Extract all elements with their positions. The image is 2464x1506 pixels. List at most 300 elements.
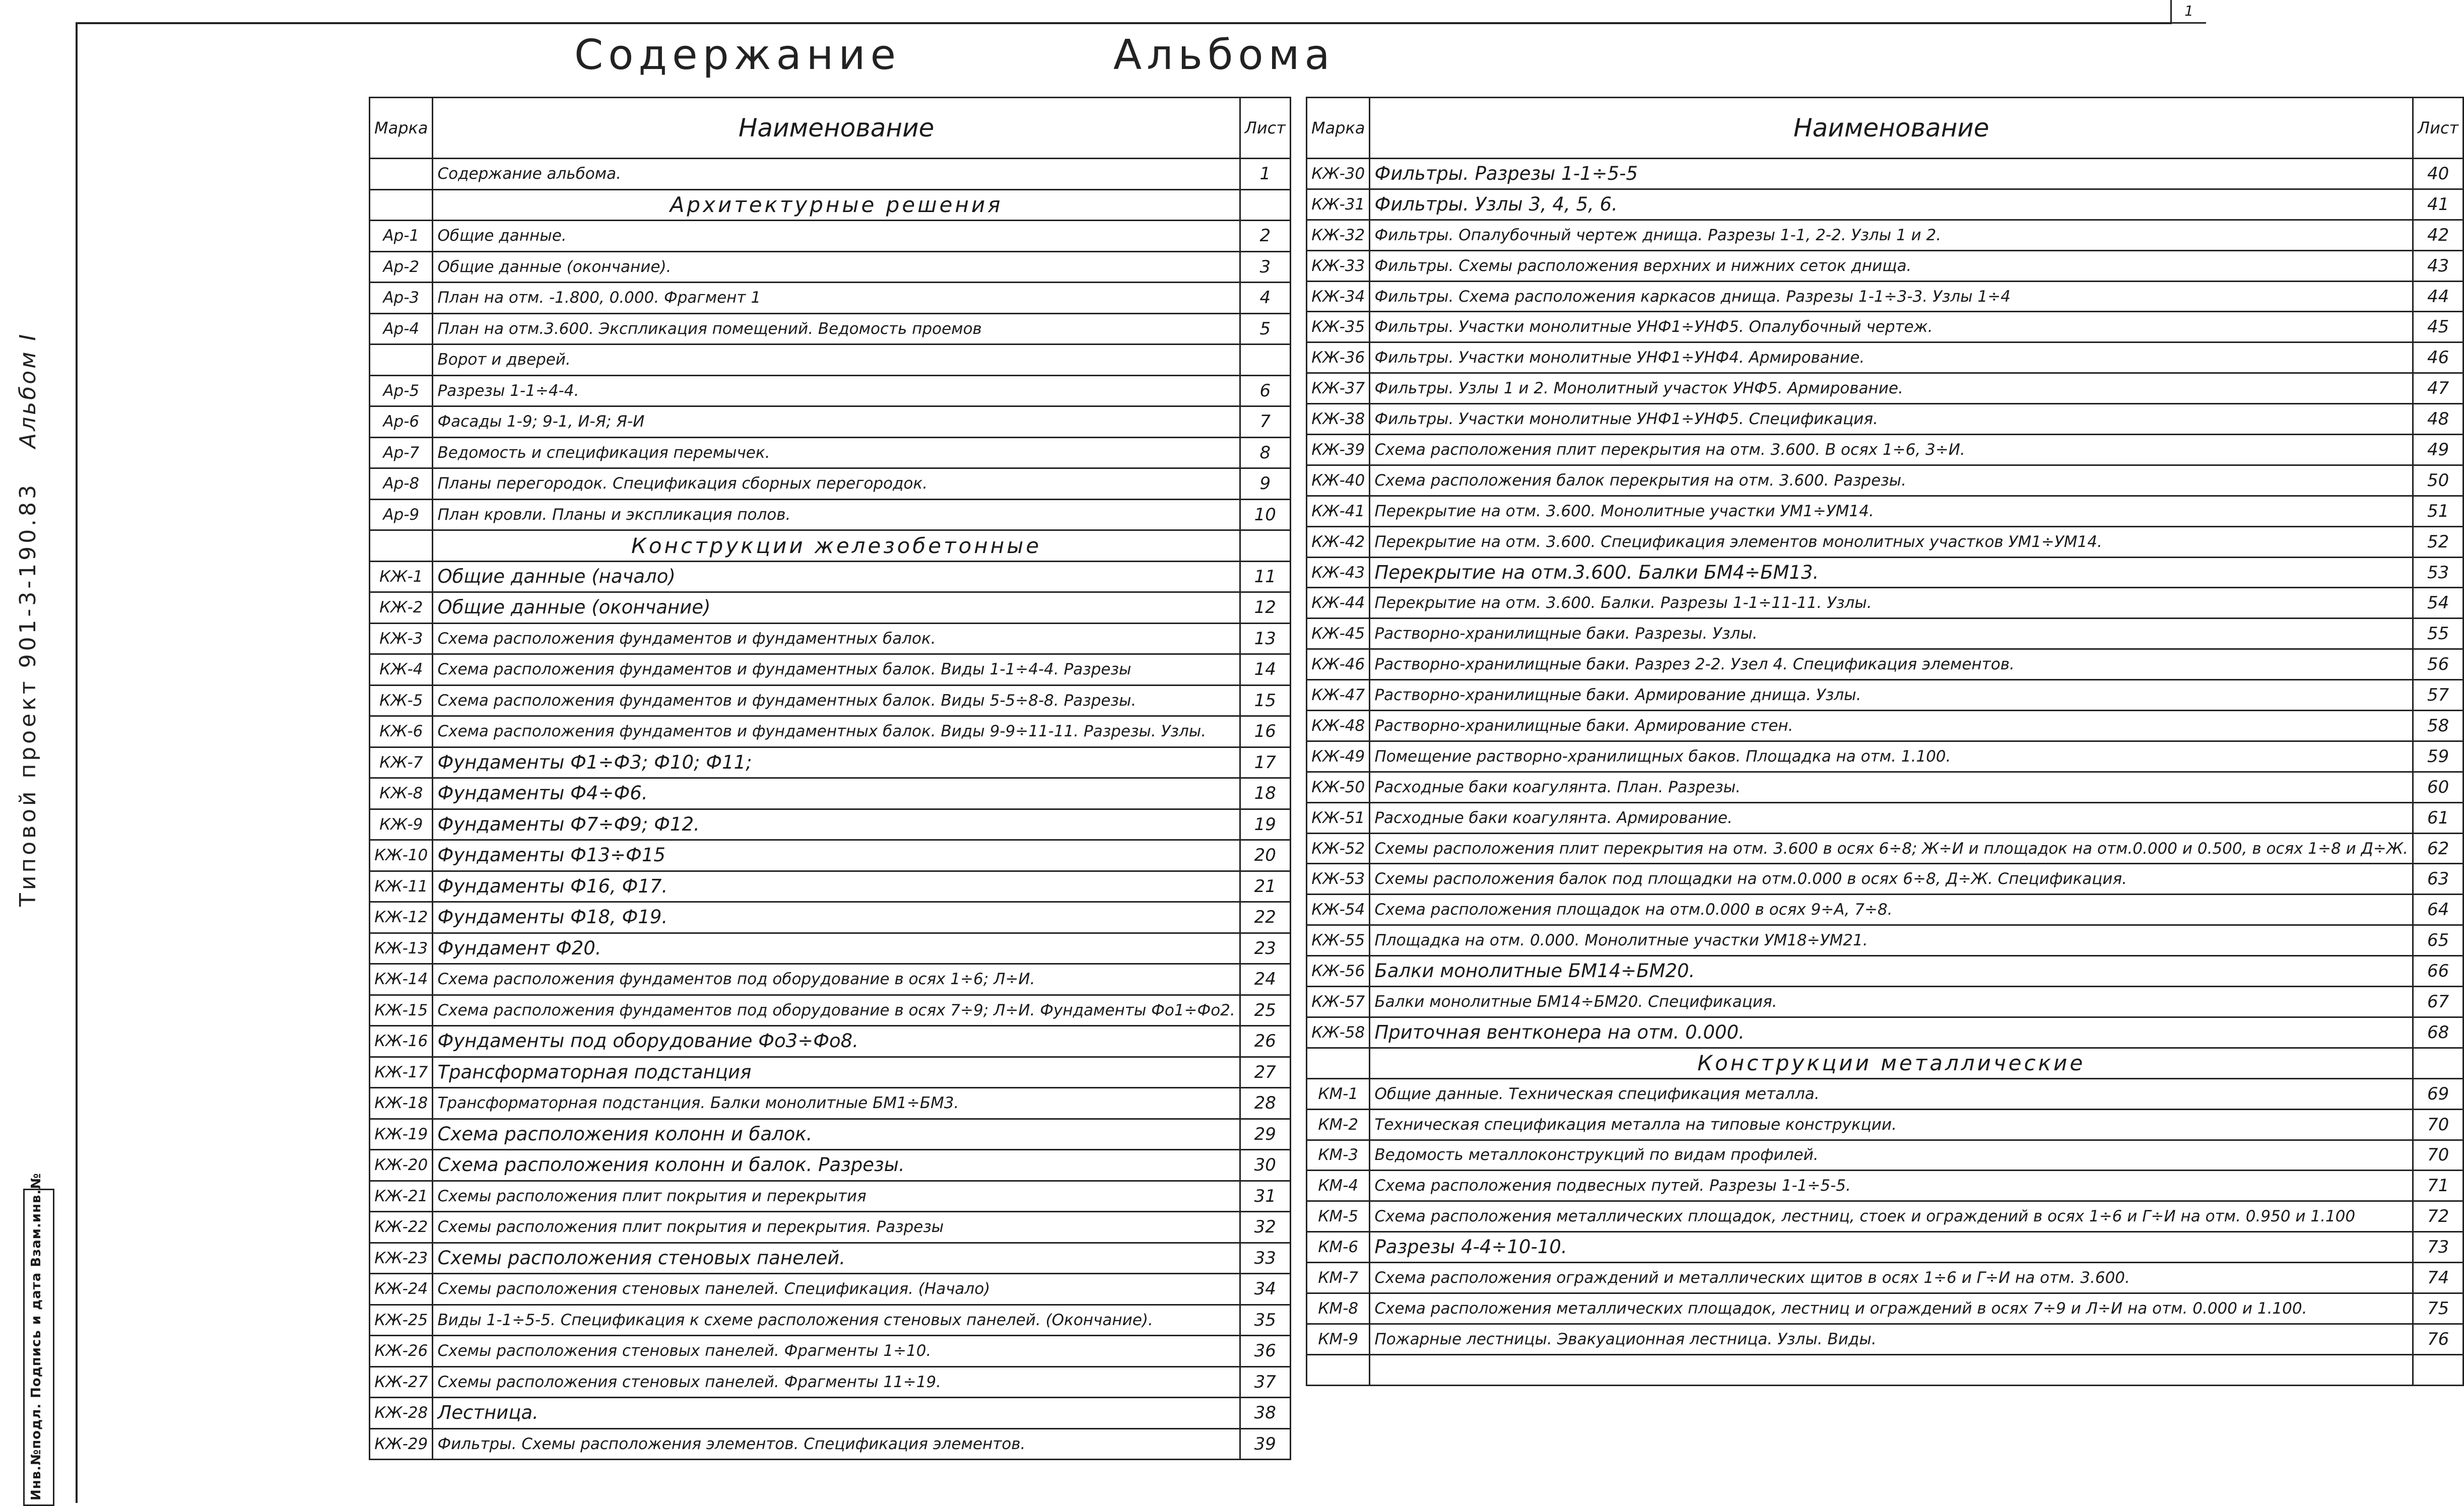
cell-sheet: 47 (2413, 373, 2463, 404)
cell-sheet: 59 (2413, 741, 2463, 772)
table-row (1307, 1201, 2463, 1232)
cell-mark (1307, 1048, 1370, 1078)
cell-sheet: 48 (2413, 404, 2463, 435)
table-row (1307, 1017, 2463, 1048)
table-row (370, 1366, 1291, 1398)
cell-mark: КЖ-57 (1307, 987, 1370, 1017)
cell-mark: КЖ-2 (370, 592, 433, 624)
table-row (370, 1274, 1291, 1305)
page-title-left: Содержание (574, 31, 901, 79)
cell-sheet: 34 (1240, 1274, 1290, 1305)
cell-mark: КЖ-39 (1307, 435, 1370, 465)
table-row (370, 1243, 1291, 1274)
cell-mark: КМ-4 (1307, 1171, 1370, 1201)
cell-mark: КЖ-24 (370, 1274, 433, 1305)
cell-mark: КЖ-30 (1307, 159, 1370, 189)
cell-mark: КЖ-47 (1307, 680, 1370, 711)
section-heading: Конструкции железобетонные (433, 530, 1240, 562)
table-row (1307, 956, 2463, 987)
cell-sheet: 29 (1240, 1119, 1290, 1150)
cell-sheet: 49 (2413, 435, 2463, 465)
table-row (370, 530, 1291, 562)
table-row (370, 685, 1291, 716)
cell-mark: КЖ-12 (370, 902, 433, 933)
table-row (370, 313, 1291, 345)
cell-mark: КМ-7 (1307, 1263, 1370, 1293)
cell-name: План на отм. -1.800, 0.000. Фрагмент 1 (433, 283, 1240, 314)
table-row (1307, 1171, 2463, 1201)
table-row (1307, 373, 2463, 404)
cell-sheet: 70 (2413, 1140, 2463, 1171)
cell-name: Схемы расположения плит покрытия и перекрытия. Разрезы (433, 1212, 1240, 1243)
cell-mark: КЖ-13 (370, 933, 433, 964)
cell-sheet: 57 (2413, 680, 2463, 711)
cell-sheet (2413, 1048, 2463, 1078)
cell-sheet: 67 (2413, 987, 2463, 1017)
cell-sheet: 55 (2413, 619, 2463, 649)
cell-name: Схемы расположения стеновых панелей. Спецификация. (Начало) (433, 1274, 1240, 1305)
table-row (1307, 833, 2463, 864)
cell-name: Фильтры. Схемы расположения верхних и нижних сеток днища. (1370, 250, 2413, 281)
table-row (1307, 557, 2463, 588)
cell-mark: КЖ-49 (1307, 741, 1370, 772)
cell-mark (370, 345, 433, 376)
cell-name: Общие данные (окончание) (433, 592, 1240, 624)
cell-name: Перекрытие на отм.3.600. Балки БМ4÷БМ13. (1370, 557, 2413, 588)
table-row (370, 1181, 1291, 1212)
cell-name: Фильтры. Схема расположения каркасов днища. Разрезы 1-1÷3-3. Узлы 1÷4 (1370, 281, 2413, 312)
cell-name: Схемы расположения стеновых панелей. (433, 1243, 1240, 1274)
cell-sheet (2413, 1354, 2463, 1385)
cell-name: Фундаменты под оборудование Фо3÷Фо8. (433, 1026, 1240, 1057)
stamp-text: Инв.№подл. Подпись и дата Взам.инв.№ (29, 1173, 44, 1500)
cell-sheet: 21 (1240, 871, 1290, 902)
cell-name: Фильтры. Участки монолитные УНФ1÷УНФ5. Спецификация. (1370, 404, 2413, 435)
cell-mark: КМ-3 (1307, 1140, 1370, 1171)
cell-mark: КЖ-26 (370, 1336, 433, 1367)
cell-name: Фундаменты Ф4÷Ф6. (433, 778, 1240, 809)
cell-name: Схемы расположения балок под площадки на отм.0.000 в осях 6÷8, Д÷Ж. Спецификация. (1370, 864, 2413, 895)
cell-name: Схема расположения балок перекрытия на отм. 3.600. Разрезы. (1370, 465, 2413, 496)
header-mark: Марка (370, 98, 433, 159)
cell-mark: КЖ-23 (370, 1243, 433, 1274)
cell-mark: КЖ-19 (370, 1119, 433, 1150)
cell-name: Расходные баки коагулянта. План. Разрезы. (1370, 772, 2413, 802)
table-row (1307, 1109, 2463, 1140)
cell-mark: КЖ-33 (1307, 250, 1370, 281)
cell-mark: КЖ-43 (1307, 557, 1370, 588)
table-body-left (370, 159, 1291, 1460)
table-row (1307, 1048, 2463, 1078)
cell-sheet: 4 (1240, 283, 1290, 314)
cell-sheet: 31 (1240, 1181, 1290, 1212)
cell-mark: КЖ-54 (1307, 895, 1370, 925)
cell-mark: КЖ-38 (1307, 404, 1370, 435)
cell-name: Фильтры. Разрезы 1-1÷5-5 (1370, 159, 2413, 189)
cell-sheet: 26 (1240, 1026, 1290, 1057)
cell-mark: КЖ-10 (370, 840, 433, 871)
cell-sheet: 14 (1240, 654, 1290, 686)
table-row (370, 623, 1291, 654)
cell-mark: КЖ-29 (370, 1428, 433, 1460)
cell-sheet: 28 (1240, 1088, 1290, 1119)
cell-sheet: 38 (1240, 1398, 1290, 1429)
cell-mark: КМ-1 (1307, 1078, 1370, 1109)
cell-name: Схемы расположения стеновых панелей. Фрагменты 1÷10. (433, 1336, 1240, 1367)
table-row (370, 189, 1291, 221)
cell-sheet: 2 (1240, 221, 1290, 252)
cell-name: Балки монолитные БМ14÷БМ20. Спецификация. (1370, 987, 2413, 1017)
cell-mark: КЖ-27 (370, 1366, 433, 1398)
table-row (370, 1212, 1291, 1243)
cell-sheet: 64 (2413, 895, 2463, 925)
cell-sheet: 32 (1240, 1212, 1290, 1243)
cell-sheet: 33 (1240, 1243, 1290, 1274)
cell-sheet: 1 (1240, 159, 1290, 190)
cell-mark: КЖ-45 (1307, 619, 1370, 649)
cell-name: Схема расположения фундаментов и фундаментных балок. Виды 1-1÷4-4. Разрезы (433, 654, 1240, 686)
cell-sheet: 43 (2413, 250, 2463, 281)
table-row (370, 159, 1291, 190)
cell-mark (1307, 1354, 1370, 1385)
table-row (1307, 465, 2463, 496)
cell-sheet: 46 (2413, 343, 2463, 373)
table-row (1307, 220, 2463, 250)
cell-mark: КЖ-15 (370, 995, 433, 1026)
side-project-label: Типовой проект 901-3-190.83 (15, 482, 41, 907)
cell-sheet: 7 (1240, 406, 1290, 438)
table-row (1307, 987, 2463, 1017)
table-row (370, 1305, 1291, 1336)
cell-name: Балки монолитные БМ14÷БМ20. (1370, 956, 2413, 987)
cell-mark: Ар-6 (370, 406, 433, 438)
cell-name: Схема расположения металлических площадок, лестниц и ограждений в осях 7÷9 и Л÷И на отм. 0.000 и 1.100. (1370, 1293, 2413, 1324)
cell-name: Схемы расположения стеновых панелей. Фрагменты 11÷19. (433, 1366, 1240, 1398)
cell-sheet: 52 (2413, 526, 2463, 557)
cell-name: Схемы расположения плит перекрытия на отм. 3.600 в осях 6÷8; Ж÷И и площадок на отм.0.000 и 0.500, в осях 1÷8 и Д÷Ж. (1370, 833, 2413, 864)
table-row (1307, 649, 2463, 680)
cell-name: Схема расположения фундаментов под оборудование в осях 7÷9; Л÷И. Фундаменты Фо1÷Фо2. (433, 995, 1240, 1026)
cell-sheet: 71 (2413, 1171, 2463, 1201)
table-row (370, 221, 1291, 252)
cell-name: Трансформаторная подстанция. Балки монолитные БМ1÷БМ3. (433, 1088, 1240, 1119)
cell-name: Фильтры. Узлы 1 и 2. Монолитный участок УНФ5. Армирование. (1370, 373, 2413, 404)
contents-table-left (369, 97, 1291, 1460)
cell-mark: КМ-8 (1307, 1293, 1370, 1324)
cell-name: Схема расположения ограждений и металлических щитов в осях 1÷6 и Г÷И на отм. 3.600. (1370, 1263, 2413, 1293)
table-row (370, 964, 1291, 995)
cell-mark: КЖ-16 (370, 1026, 433, 1057)
table-header-row (1307, 98, 2463, 159)
cell-mark (370, 530, 433, 562)
cell-name: Помещение растворно-хранилищных баков. Площадка на отм. 1.100. (1370, 741, 2413, 772)
cell-mark: КЖ-9 (370, 809, 433, 840)
cell-mark: КЖ-35 (1307, 312, 1370, 343)
cell-mark: КМ-6 (1307, 1232, 1370, 1263)
cell-name: Фильтры. Узлы 3, 4, 5, 6. (1370, 189, 2413, 220)
cell-name: Фильтры. Схемы расположения элементов. Спецификация элементов. (433, 1428, 1240, 1460)
table-row (1307, 189, 2463, 220)
table-row (1307, 526, 2463, 557)
table-row (370, 1088, 1291, 1119)
cell-sheet: 9 (1240, 468, 1290, 500)
cell-sheet: 45 (2413, 312, 2463, 343)
cell-sheet: 68 (2413, 1017, 2463, 1048)
cell-mark: КЖ-17 (370, 1057, 433, 1088)
cell-mark: Ар-4 (370, 313, 433, 345)
cell-sheet: 11 (1240, 561, 1290, 592)
cell-mark: КЖ-11 (370, 871, 433, 902)
cell-sheet: 12 (1240, 592, 1290, 624)
section-heading: Архитектурные решения (433, 189, 1240, 221)
cell-mark: КМ-9 (1307, 1324, 1370, 1354)
table-row (370, 747, 1291, 778)
cell-mark: КЖ-50 (1307, 772, 1370, 802)
cell-mark: КЖ-21 (370, 1181, 433, 1212)
cell-mark: КЖ-58 (1307, 1017, 1370, 1048)
cell-sheet: 70 (2413, 1109, 2463, 1140)
cell-sheet: 13 (1240, 623, 1290, 654)
table-row (1307, 741, 2463, 772)
cell-name: Перекрытие на отм. 3.600. Монолитные участки УМ1÷УМ14. (1370, 496, 2413, 526)
cell-name: Фундаменты Ф1÷Ф3; Ф10; Ф11; (433, 747, 1240, 778)
table-row (370, 283, 1291, 314)
cell-name: Схемы расположения плит покрытия и перекрытия (433, 1181, 1240, 1212)
cell-name: Фундаменты Ф18, Ф19. (433, 902, 1240, 933)
table-row (1307, 1354, 2463, 1385)
header-sheet: Лист (2413, 98, 2463, 159)
cell-name: Расходные баки коагулянта. Армирование. (1370, 802, 2413, 833)
table-row (1307, 619, 2463, 649)
table-row (370, 778, 1291, 809)
table-row (370, 933, 1291, 964)
cell-sheet (1240, 345, 1290, 376)
cell-mark: КЖ-32 (1307, 220, 1370, 250)
cell-mark: КЖ-51 (1307, 802, 1370, 833)
cell-sheet: 39 (1240, 1428, 1290, 1460)
cell-name: Схема расположения фундаментов и фундаментных балок. (433, 623, 1240, 654)
cell-sheet: 36 (1240, 1336, 1290, 1367)
cell-sheet: 65 (2413, 925, 2463, 956)
cell-name: Фильтры. Участки монолитные УНФ1÷УНФ4. Армирование. (1370, 343, 2413, 373)
cell-name (1370, 1354, 2413, 1385)
cell-sheet: 53 (2413, 557, 2463, 588)
cell-sheet: 73 (2413, 1232, 2463, 1263)
cell-name: Техническая спецификация металла на типовые конструкции. (1370, 1109, 2413, 1140)
table-row (1307, 404, 2463, 435)
cell-name: Фундаменты Ф13÷Ф15 (433, 840, 1240, 871)
cell-mark: КЖ-4 (370, 654, 433, 686)
contents-table-right (1306, 97, 2464, 1386)
cell-sheet: 75 (2413, 1293, 2463, 1324)
cell-mark: КЖ-18 (370, 1088, 433, 1119)
cell-name: Фасады 1-9; 9-1, И-Я; Я-И (433, 406, 1240, 438)
cell-mark: Ар-3 (370, 283, 433, 314)
cell-name: Лестница. (433, 1398, 1240, 1429)
cell-mark: КЖ-6 (370, 716, 433, 747)
cell-name: Схема расположения фундаментов и фундаментных балок. Виды 5-5÷8-8. Разрезы. (433, 685, 1240, 716)
cell-mark: Ар-1 (370, 221, 433, 252)
cell-name: Общие данные (окончание). (433, 251, 1240, 283)
cell-mark (370, 159, 433, 190)
cell-name: Общие данные (начало) (433, 561, 1240, 592)
side-album-label: Альбом I (15, 332, 41, 448)
cell-mark: КЖ-53 (1307, 864, 1370, 895)
cell-mark: КЖ-5 (370, 685, 433, 716)
table-row (370, 251, 1291, 283)
header-mark: Марка (1307, 98, 1370, 159)
header-sheet: Лист (1240, 98, 1290, 159)
table-row (1307, 864, 2463, 895)
table-row (370, 592, 1291, 624)
cell-name: Ворот и дверей. (433, 345, 1240, 376)
table-row (1307, 925, 2463, 956)
cell-sheet: 10 (1240, 499, 1290, 530)
cell-mark: КЖ-20 (370, 1150, 433, 1181)
cell-mark: КЖ-28 (370, 1398, 433, 1429)
cell-name: Площадка на отм. 0.000. Монолитные участки УМ18÷УМ21. (1370, 925, 2413, 956)
table-row (370, 1026, 1291, 1057)
cell-name: Схема расположения фундаментов и фундаментных балок. Виды 9-9÷11-11. Разрезы. Узлы. (433, 716, 1240, 747)
cell-sheet: 25 (1240, 995, 1290, 1026)
cell-mark: КЖ-3 (370, 623, 433, 654)
table-row (1307, 1078, 2463, 1109)
cell-name: Схема расположения подвесных путей. Разрезы 1-1÷5-5. (1370, 1171, 2413, 1201)
cell-sheet: 23 (1240, 933, 1290, 964)
cell-sheet: 16 (1240, 716, 1290, 747)
table-row (1307, 1232, 2463, 1263)
cell-sheet: 19 (1240, 809, 1290, 840)
cell-sheet: 35 (1240, 1305, 1290, 1336)
cell-mark: КЖ-1 (370, 561, 433, 592)
cell-sheet: 60 (2413, 772, 2463, 802)
cell-name: Схема расположения металлических площадок, лестниц, стоек и ограждений в осях 1÷6 и Г÷И на отм. 0.950 и 1.100 (1370, 1201, 2413, 1232)
cell-name: План кровли. Планы и экспликация полов. (433, 499, 1240, 530)
cell-name: Растворно-хранилищные баки. Разрез 2-2. Узел 4. Спецификация элементов. (1370, 649, 2413, 680)
table-row (1307, 711, 2463, 741)
cell-sheet: 74 (2413, 1263, 2463, 1293)
cell-sheet: 37 (1240, 1366, 1290, 1398)
cell-name: Схема расположения колонн и балок. Разрезы. (433, 1150, 1240, 1181)
table-row (370, 375, 1291, 406)
cell-mark: КМ-5 (1307, 1201, 1370, 1232)
cell-mark: КЖ-52 (1307, 833, 1370, 864)
cell-name: Фундаменты Ф7÷Ф9; Ф12. (433, 809, 1240, 840)
cell-name: Приточная вентконера на отм. 0.000. (1370, 1017, 2413, 1048)
cell-sheet: 41 (2413, 189, 2463, 220)
table-row (370, 654, 1291, 686)
table-row (1307, 281, 2463, 312)
cell-name: Фундаменты Ф16, Ф17. (433, 871, 1240, 902)
cell-name: Схема расположения колонн и балок. (433, 1119, 1240, 1150)
cell-sheet: 50 (2413, 465, 2463, 496)
table-row (370, 995, 1291, 1026)
cell-sheet: 24 (1240, 964, 1290, 995)
table-row (370, 406, 1291, 438)
cell-sheet: 20 (1240, 840, 1290, 871)
cell-name: Разрезы 4-4÷10-10. (1370, 1232, 2413, 1263)
cell-mark: КЖ-46 (1307, 649, 1370, 680)
cell-sheet: 30 (1240, 1150, 1290, 1181)
table-row (370, 499, 1291, 530)
header-name: Наименование (1370, 98, 2413, 159)
cell-name: Разрезы 1-1÷4-4. (433, 375, 1240, 406)
cell-sheet: 22 (1240, 902, 1290, 933)
cell-mark: КЖ-8 (370, 778, 433, 809)
table-row (1307, 250, 2463, 281)
cell-mark: КЖ-48 (1307, 711, 1370, 741)
approval-stamp (23, 1173, 54, 1506)
page-title-right: Альбома (1113, 31, 1335, 79)
table-row (370, 871, 1291, 902)
table-row (1307, 435, 2463, 465)
cell-sheet: 3 (1240, 251, 1290, 283)
cell-mark: КЖ-31 (1307, 189, 1370, 220)
cell-sheet: 15 (1240, 685, 1290, 716)
cell-sheet (1240, 189, 1290, 221)
cell-name: Пожарные лестницы. Эвакуационная лестница. Узлы. Виды. (1370, 1324, 2413, 1354)
cell-mark: КЖ-41 (1307, 496, 1370, 526)
cell-mark: Ар-5 (370, 375, 433, 406)
table-row (370, 840, 1291, 871)
cell-sheet: 44 (2413, 281, 2463, 312)
cell-mark: КЖ-34 (1307, 281, 1370, 312)
table-row (370, 468, 1291, 500)
cell-mark: Ар-7 (370, 437, 433, 468)
cell-name: Фильтры. Опалубочный чертеж днища. Разрезы 1-1, 2-2. Узлы 1 и 2. (1370, 220, 2413, 250)
table-row (1307, 1324, 2463, 1354)
cell-sheet: 69 (2413, 1078, 2463, 1109)
cell-sheet (1240, 530, 1290, 562)
table-row (370, 716, 1291, 747)
section-heading: Конструкции металлические (1370, 1048, 2413, 1078)
cell-sheet: 76 (2413, 1324, 2463, 1354)
table-row (1307, 895, 2463, 925)
cell-name: Общие данные. Техническая спецификация металла. (1370, 1078, 2413, 1109)
cell-sheet: 58 (2413, 711, 2463, 741)
cell-name: План на отм.3.600. Экспликация помещений. Ведомость проемов (433, 313, 1240, 345)
table-body-right (1307, 159, 2463, 1386)
cell-name: Схема расположения плит перекрытия на отм. 3.600. В осях 1÷6, 3÷И. (1370, 435, 2413, 465)
cell-mark: Ар-8 (370, 468, 433, 500)
cell-sheet: 54 (2413, 588, 2463, 619)
cell-name: Содержание альбома. (433, 159, 1240, 190)
cell-mark: Ар-2 (370, 251, 433, 283)
cell-sheet: 56 (2413, 649, 2463, 680)
cell-mark: КЖ-37 (1307, 373, 1370, 404)
cell-mark: КЖ-40 (1307, 465, 1370, 496)
table-row (370, 1119, 1291, 1150)
cell-sheet: 42 (2413, 220, 2463, 250)
cell-name: Виды 1-1÷5-5. Спецификация к схеме расположения стеновых панелей. (Окончание). (433, 1305, 1240, 1336)
table-row (370, 1336, 1291, 1367)
cell-sheet: 51 (2413, 496, 2463, 526)
table-row (370, 1057, 1291, 1088)
cell-name: Общие данные. (433, 221, 1240, 252)
cell-name: Схема расположения площадок на отм.0.000 в осях 9÷А, 7÷8. (1370, 895, 2413, 925)
cell-mark: КЖ-36 (1307, 343, 1370, 373)
cell-name: Схема расположения фундаментов под оборудование в осях 1÷6; Л÷И. (433, 964, 1240, 995)
cell-sheet: 17 (1240, 747, 1290, 778)
table-row (1307, 1263, 2463, 1293)
cell-mark: КЖ-7 (370, 747, 433, 778)
cell-name: Трансформаторная подстанция (433, 1057, 1240, 1088)
cell-name: Фундамент Ф20. (433, 933, 1240, 964)
cell-name: Ведомость и спецификация перемычек. (433, 437, 1240, 468)
cell-mark: КЖ-44 (1307, 588, 1370, 619)
cell-mark: КМ-2 (1307, 1109, 1370, 1140)
cell-sheet: 72 (2413, 1201, 2463, 1232)
